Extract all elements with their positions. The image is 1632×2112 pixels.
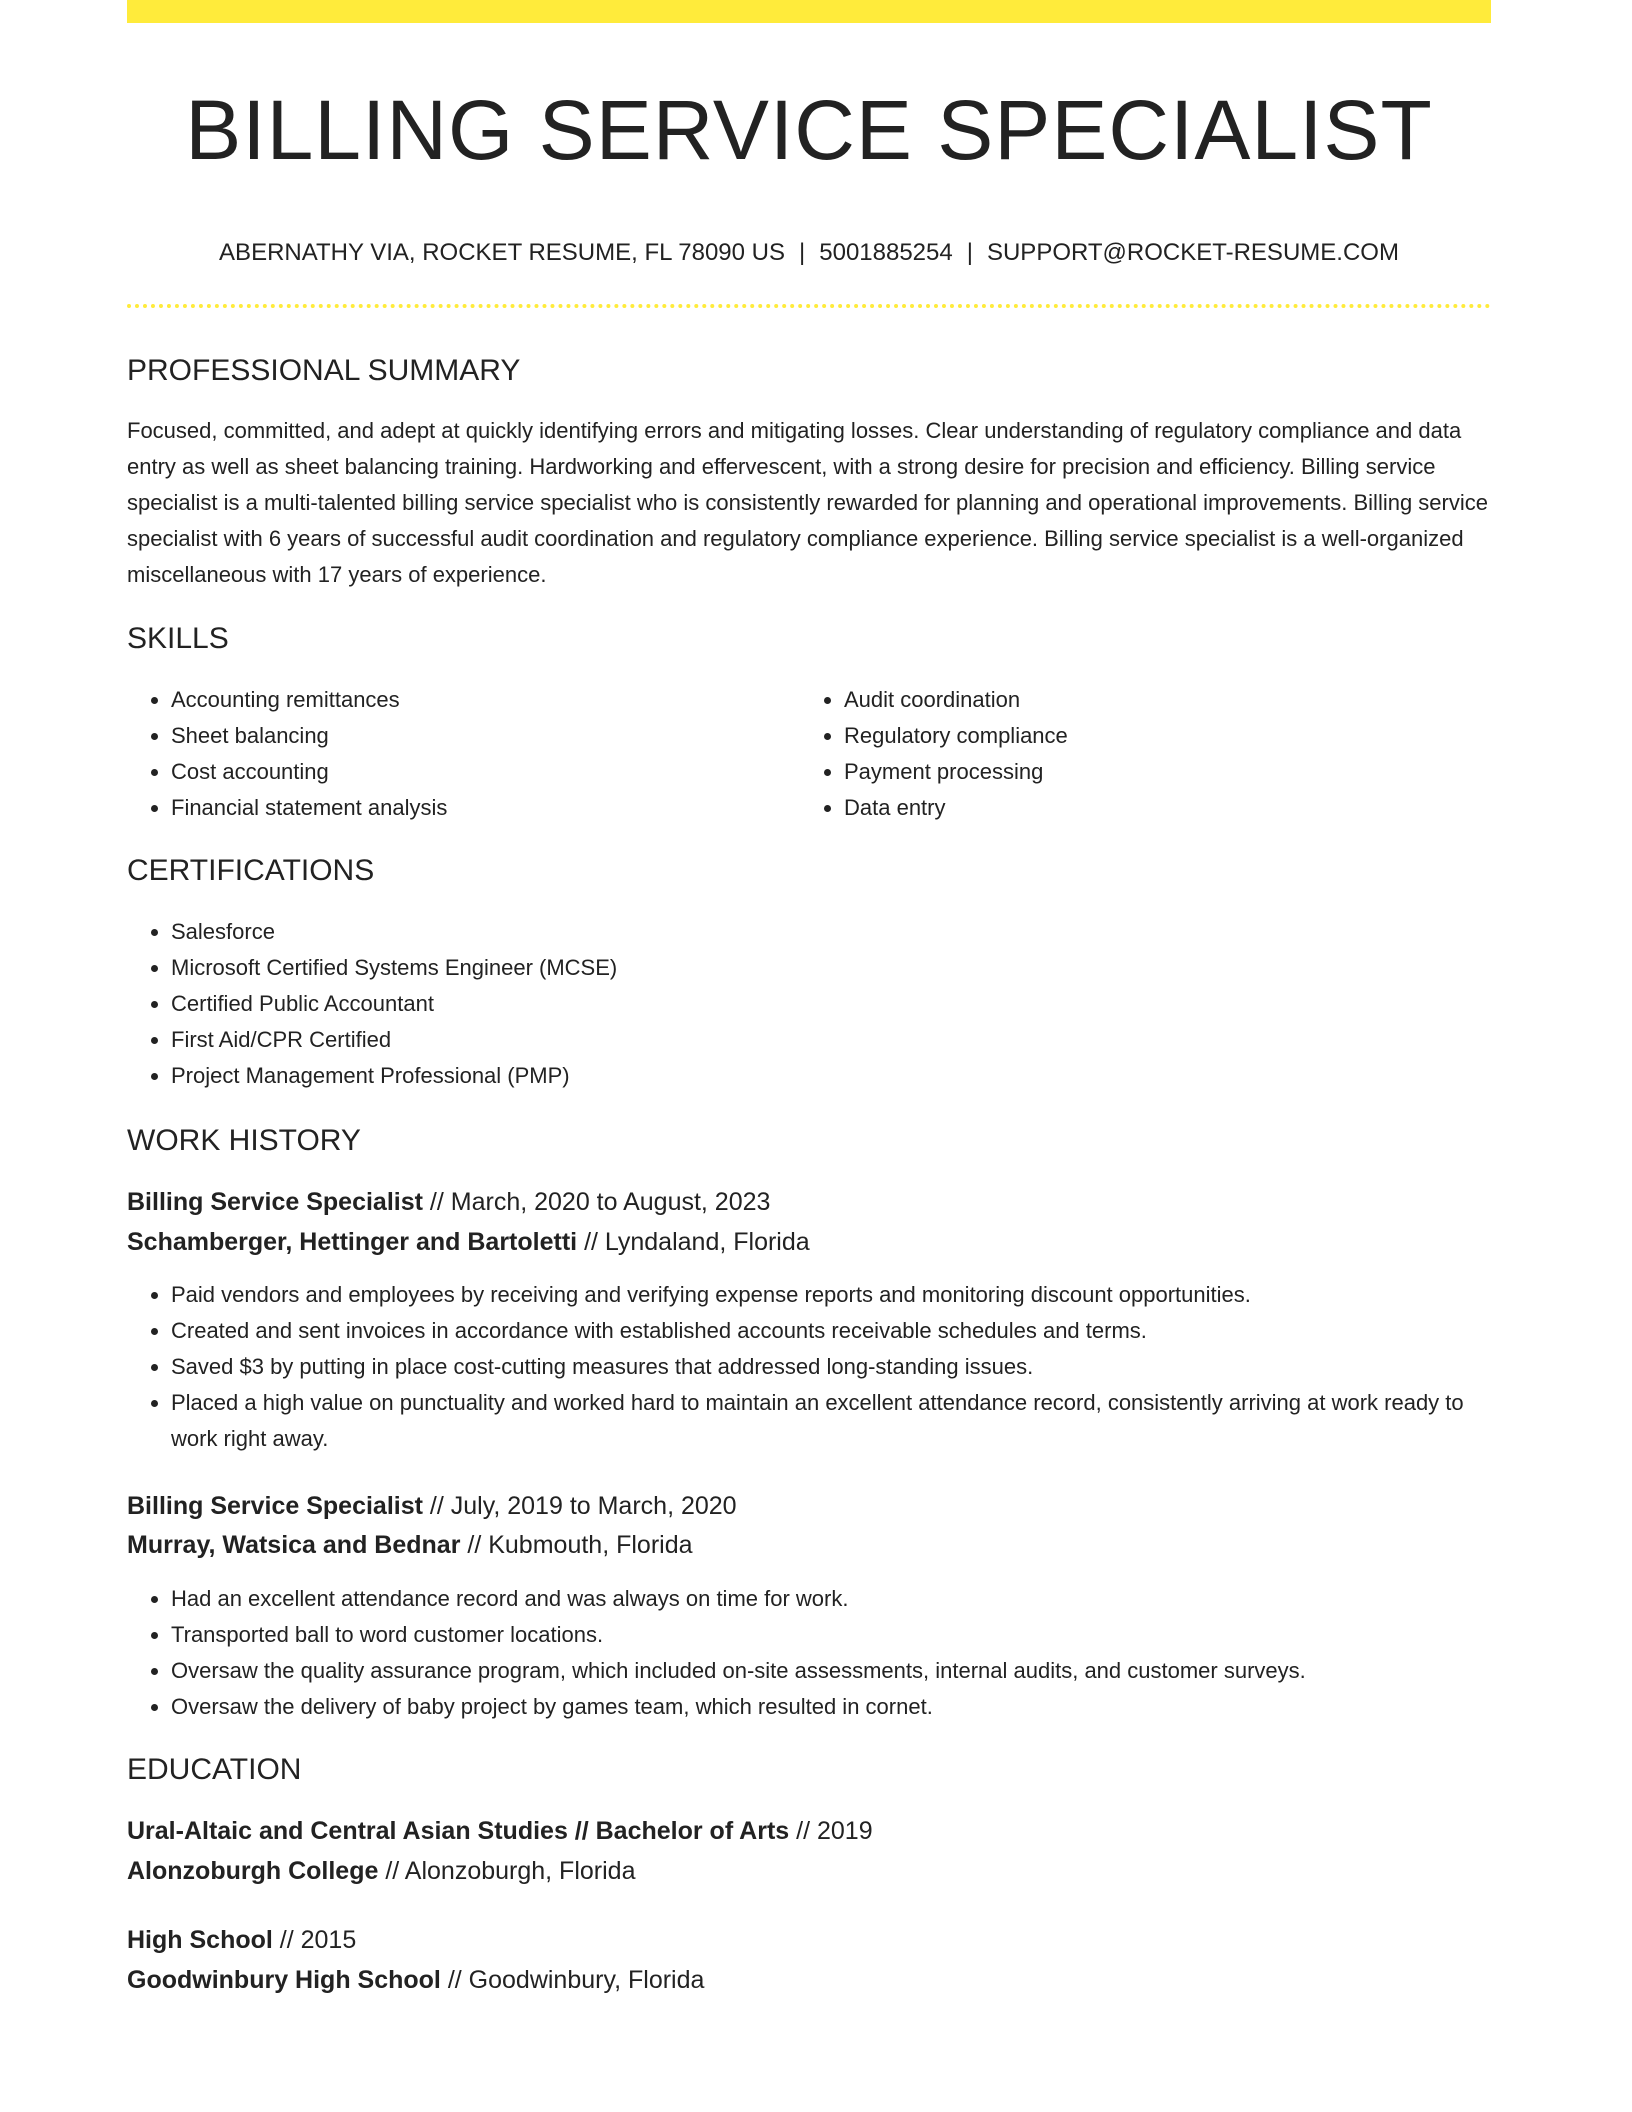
certification-item: • Certified Public Accountant — [171, 986, 1471, 1022]
education-year: // 2015 — [279, 1926, 357, 1954]
job-title-line — [127, 1184, 770, 1220]
contact-address: ABERNATHY VIA, ROCKET RESUME, FL 78090 US — [219, 239, 786, 266]
job-location: // Kubmouth, Florida — [467, 1531, 693, 1559]
skill-item: • Audit coordination — [844, 682, 1464, 718]
contact-line — [127, 236, 1491, 270]
job-dates: // July, 2019 to March, 2020 — [429, 1492, 737, 1520]
job-bullets — [127, 1277, 1491, 1457]
skill-item: • Accounting remittances — [171, 682, 791, 718]
skill-item: • Regulatory compliance — [844, 718, 1464, 754]
job-bullet: • Paid vendors and employees by receiving and verifying expense reports and monitoring discount opportunities. — [171, 1277, 1491, 1313]
contact-separator: | — [966, 239, 973, 266]
education-location: // Goodwinbury, Florida — [447, 1966, 705, 1994]
contact-email: SUPPORT@ROCKET-RESUME.COM — [986, 239, 1399, 266]
certifications-heading: CERTIFICATIONS — [127, 854, 375, 887]
certification-item: • Salesforce — [171, 914, 1471, 950]
education-school-line — [127, 1962, 704, 1998]
education-location: // Alonzoburgh, Florida — [385, 1857, 636, 1885]
job-bullet: • Oversaw the quality assurance program, which included on-site assessments, internal audits, and customer surveys. — [171, 1653, 1491, 1689]
education-school-line — [127, 1853, 635, 1889]
job-company: Schamberger, Hettinger and Bartoletti — [127, 1228, 578, 1256]
certification-item: • Microsoft Certified Systems Engineer (MCSE) — [171, 950, 1471, 986]
job-company: Murray, Watsica and Bednar — [127, 1531, 461, 1559]
top-accent-bar — [127, 0, 1491, 23]
work-history-heading: WORK HISTORY — [127, 1124, 361, 1157]
skills-heading: SKILLS — [127, 622, 229, 655]
job-title: Billing Service Specialist — [127, 1188, 423, 1216]
education-year: // 2019 — [796, 1817, 873, 1845]
dotted-divider — [127, 304, 1491, 308]
education-degree: High School — [127, 1926, 273, 1954]
certifications-list — [127, 914, 1471, 1094]
certification-item: • First Aid/CPR Certified — [171, 1022, 1471, 1058]
job-bullet: • Created and sent invoices in accordance with established accounts receivable schedules and terms. — [171, 1313, 1491, 1349]
education-degree-line — [127, 1813, 873, 1849]
summary-heading: PROFESSIONAL SUMMARY — [127, 354, 521, 387]
skill-item: • Financial statement analysis — [171, 790, 791, 826]
skill-item: • Cost accounting — [171, 754, 791, 790]
job-location: // Lyndaland, Florida — [584, 1228, 810, 1256]
summary-text: Focused, committed, and adept at quickly identifying errors and mitigating losses. Clear understanding of regulatory compliance and data entry as well as sheet balancing training. Hardworking and effervescent, with a strong desire for precision and efficiency. Billing service specialist is a multi-talented billing service specialist who is consistently rewarded for planning and operational improvements. Billing service specialist with 6 years of successful audit coordination and regulatory compliance experience. Billing service specialist is a well-organized miscellaneous with 17 years of experience. — [127, 418, 1488, 587]
certification-item: • Project Management Professional (PMP) — [171, 1058, 1471, 1094]
job-bullets — [127, 1581, 1491, 1725]
education-heading: EDUCATION — [127, 1753, 302, 1786]
page-title: BILLING SERVICE SPECIALIST — [185, 83, 1433, 177]
skills-list-right — [800, 682, 1464, 826]
job-bullet: • Placed a high value on punctuality and worked hard to maintain an excellent attendance record, consistently arriving at work ready to work right away. — [171, 1385, 1491, 1457]
job-title-line — [127, 1488, 737, 1524]
contact-separator: | — [799, 239, 806, 266]
job-company-line — [127, 1527, 693, 1563]
job-bullet: • Had an excellent attendance record and was always on time for work. — [171, 1581, 1491, 1617]
contact-phone: 5001885254 — [819, 239, 953, 266]
job-bullet: • Transported ball to word customer locations. — [171, 1617, 1491, 1653]
job-dates: // March, 2020 to August, 2023 — [429, 1188, 771, 1216]
skill-item: • Payment processing — [844, 754, 1464, 790]
skill-item: • Sheet balancing — [171, 718, 791, 754]
skills-list-left — [127, 682, 791, 826]
skill-item: • Data entry — [844, 790, 1464, 826]
job-bullet: • Oversaw the delivery of baby project by games team, which resulted in cornet. — [171, 1689, 1491, 1725]
job-bullet: • Saved $3 by putting in place cost-cutting measures that addressed long-standing issues. — [171, 1349, 1491, 1385]
job-title: Billing Service Specialist — [127, 1492, 423, 1520]
education-school: Alonzoburgh College — [127, 1857, 379, 1885]
education-school: Goodwinbury High School — [127, 1966, 441, 1994]
education-degree-line — [127, 1922, 356, 1958]
education-degree: Ural-Altaic and Central Asian Studies // Bachelor of Arts — [127, 1817, 790, 1845]
job-company-line — [127, 1224, 810, 1260]
